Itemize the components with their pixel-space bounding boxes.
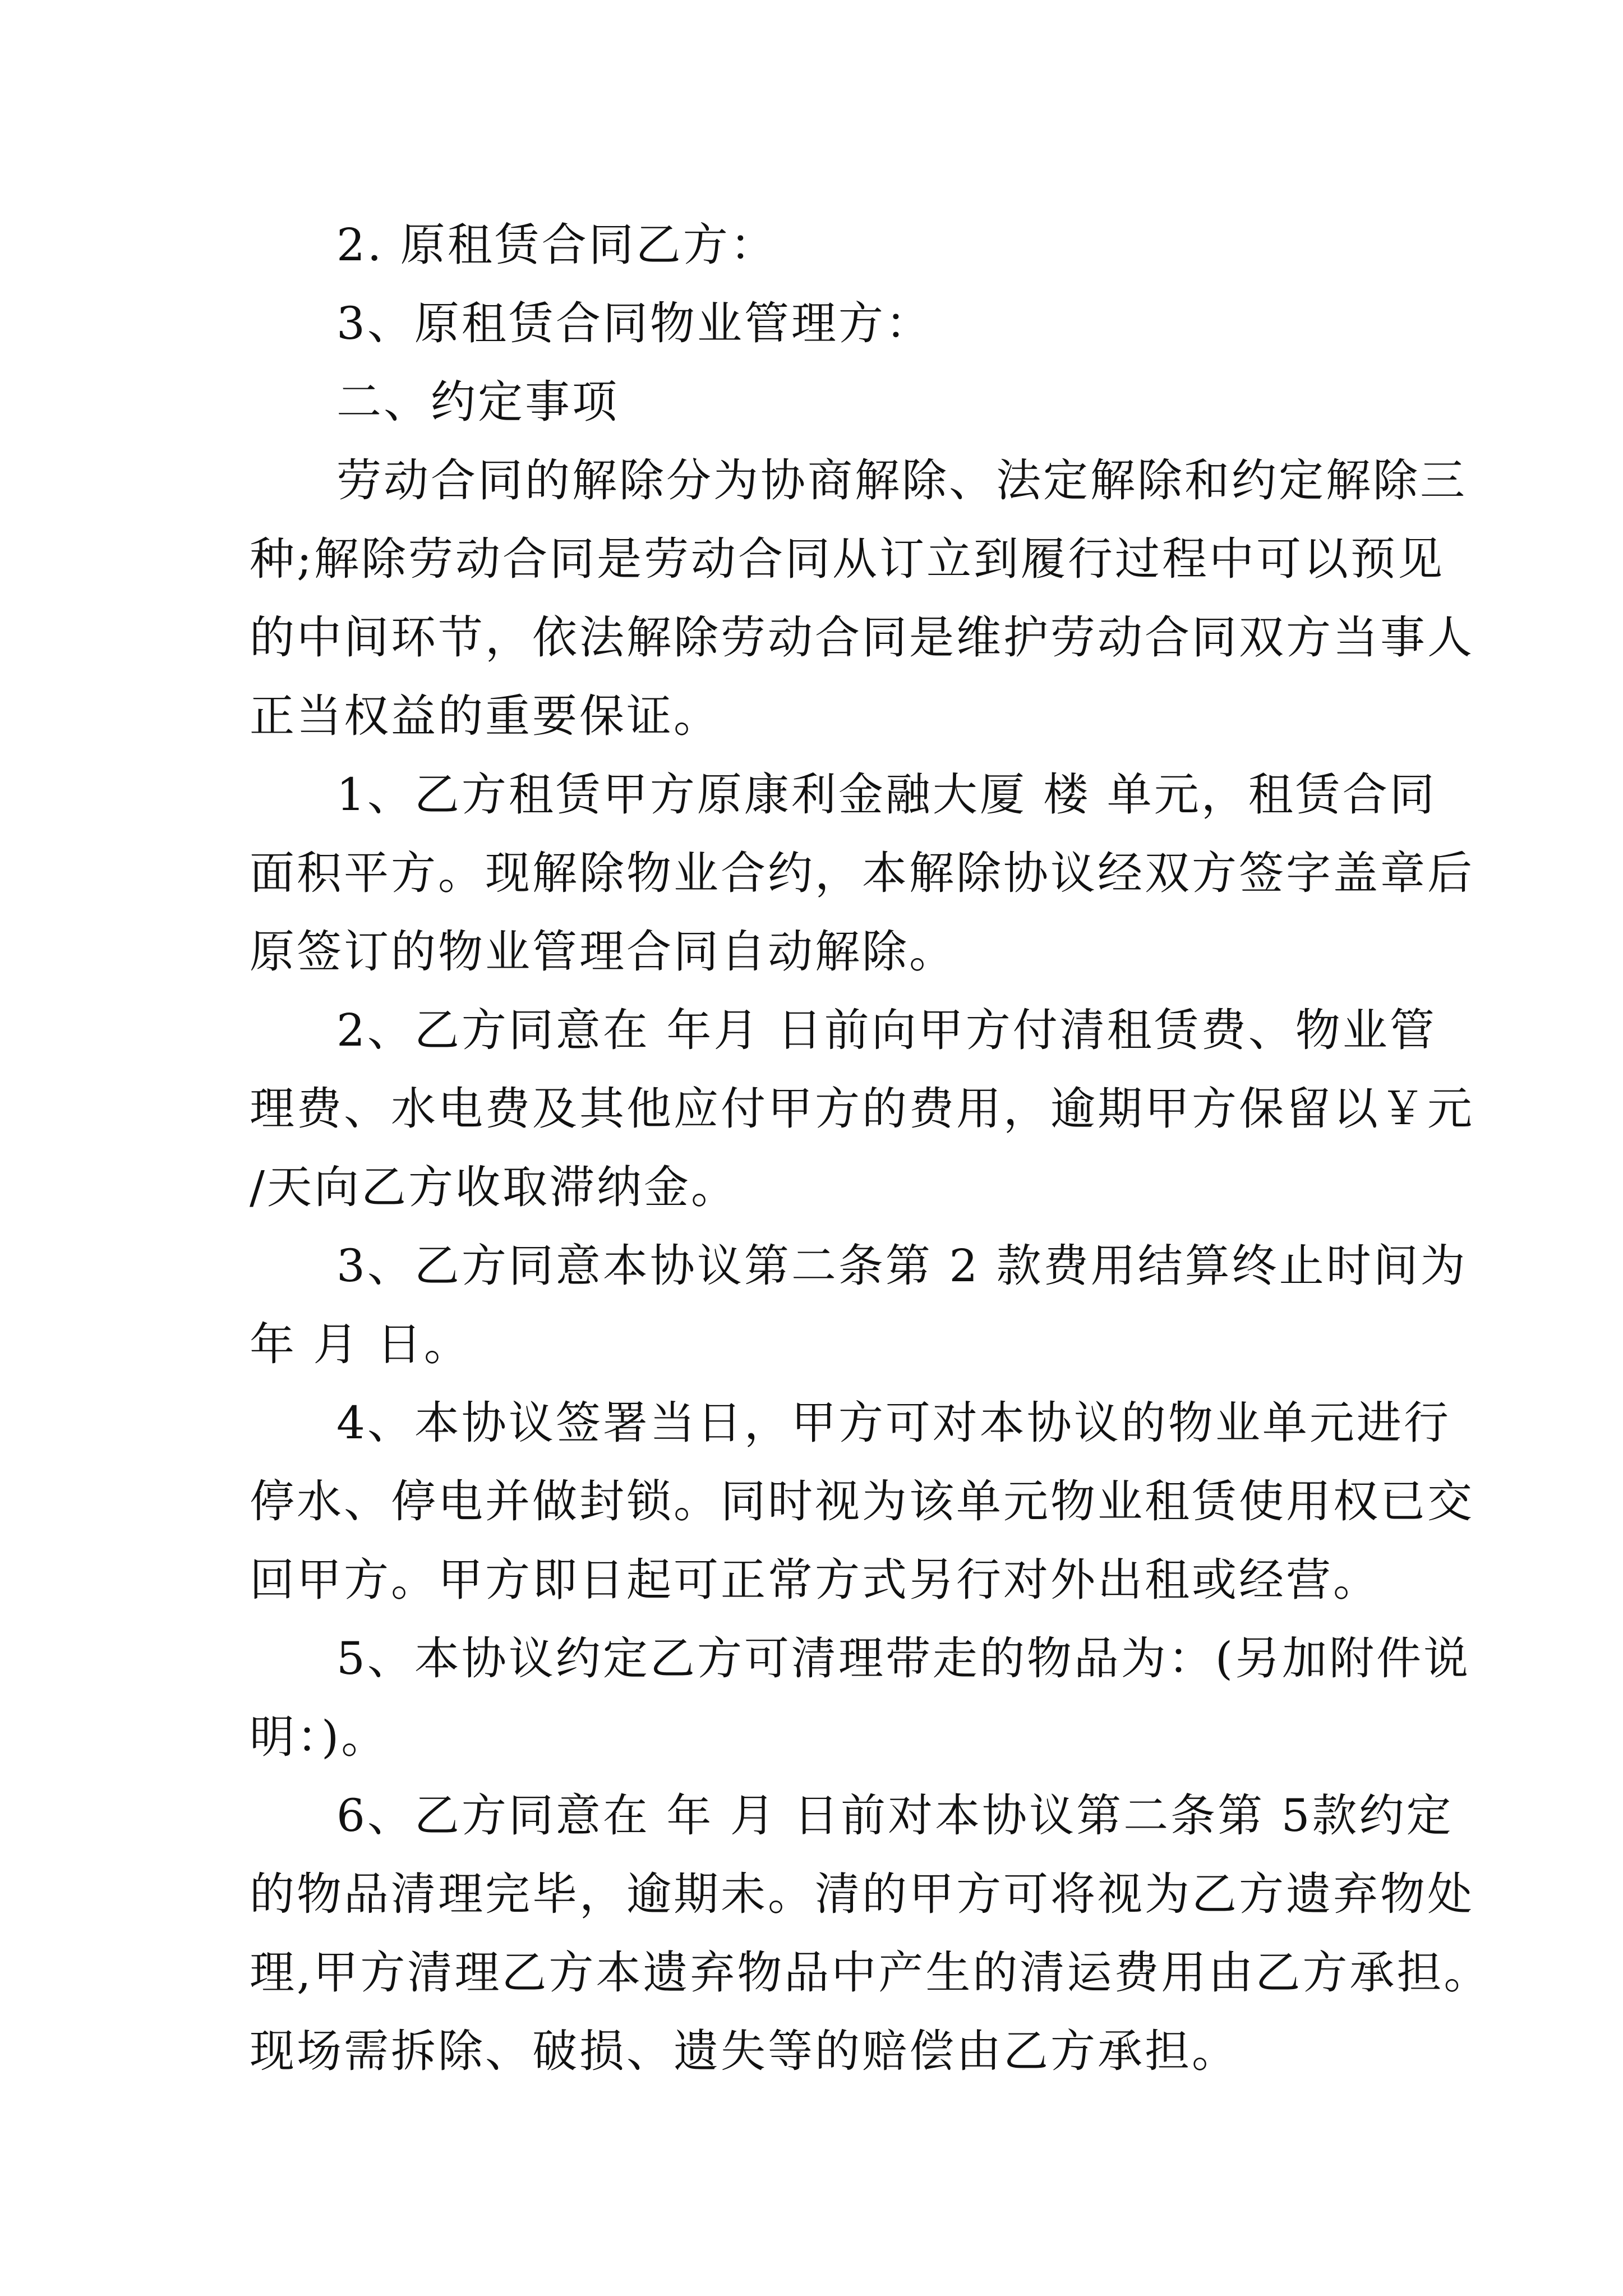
text-line: 劳动合同的解除分为协商解除、法定解除和约定解除三: [336, 454, 1467, 507]
text-line: 2、乙方同意在 年月 日前向甲方付清租赁费、物业管: [336, 1004, 1437, 1056]
text-line: /天向乙方收取滞纳金。: [250, 1161, 738, 1213]
text-line: 理费、水电费及其他应付甲方的费用，逾期甲方保留以￥元: [250, 1083, 1474, 1135]
text-line: 种;解除劳动合同是劳动合同从订立到履行过程中可以预见: [250, 533, 1445, 585]
text-line: 的物品清理完毕，逾期未。清的甲方可将视为乙方遗弃物处: [250, 1868, 1474, 1920]
text-line: 回甲方。甲方即日起可正常方式另行对外出租或经营。: [250, 1554, 1380, 1606]
section-heading: 二、约定事项: [336, 376, 619, 428]
text-line: 3、原租赁合同物业管理方：: [336, 297, 933, 349]
text-line: 4、本协议签署当日，甲方可对本协议的物业单元进行: [336, 1397, 1451, 1449]
text-line: 停水、停电并做封锁。同时视为该单元物业租赁使用权已交: [250, 1475, 1474, 1527]
text-line: 5、本协议约定乙方可清理带走的物品为：(另加附件说: [336, 1632, 1471, 1685]
text-line: 原签订的物业管理合同自动解除。: [250, 926, 956, 978]
text-line: 的中间环节，依法解除劳动合同是维护劳动合同双方当事人: [250, 611, 1474, 664]
text-line: 明：)。: [250, 1711, 389, 1763]
text-line: 正当权益的重要保证。: [250, 690, 721, 742]
text-line: 6、乙方同意在 年 月 日前对本协议第二条第 5款约定: [336, 1789, 1454, 1842]
text-line: 理,甲方清理乙方本遗弃物品中产生的清运费用由乙方承担。: [250, 1947, 1491, 1999]
text-line: 面积平方。现解除物业合约，本解除协议经双方签字盖章后: [250, 847, 1474, 899]
text-line: 3、乙方同意本协议第二条第 2 款费用结算终止时间为: [336, 1240, 1468, 1292]
text-line: 1、乙方租赁甲方原康利金融大厦 楼 单元，租赁合同: [336, 769, 1437, 821]
text-line: 现场需拆除、破损、遗失等的赔偿由乙方承担。: [250, 2025, 1239, 2077]
text-line: 年 月 日。: [250, 1318, 471, 1370]
text-line: 2. 原租赁合同乙方：: [336, 219, 777, 271]
